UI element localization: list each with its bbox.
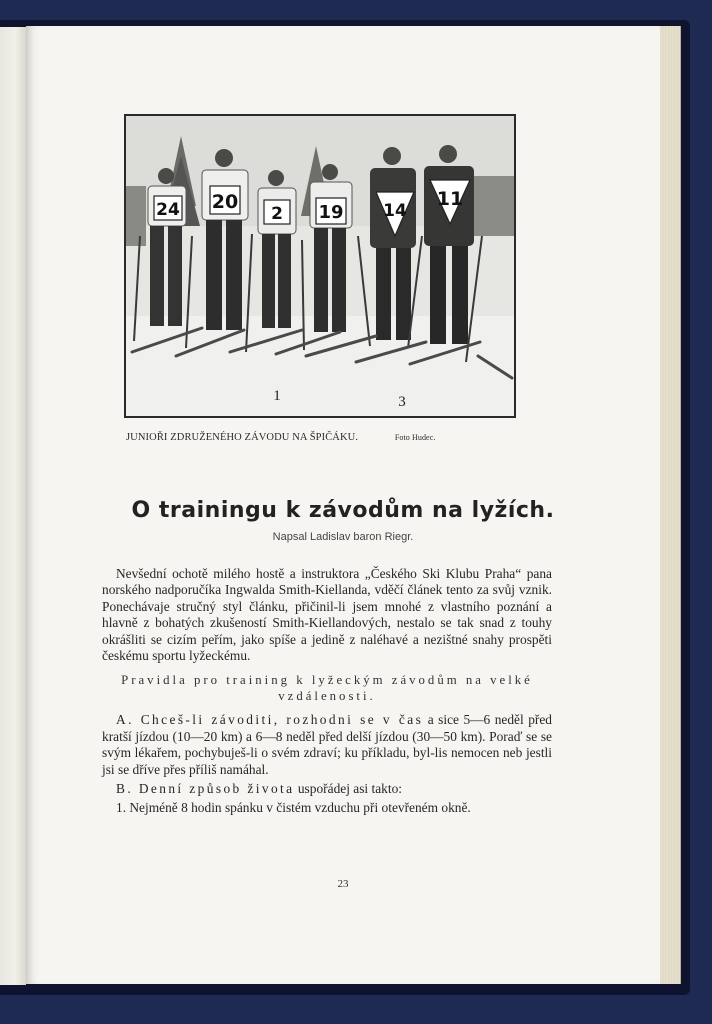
section-subhead: Pravidla pro training k lyžeckým závodům na velké vzdálenosti. [121,673,533,704]
paragraph-b [102,781,552,797]
article-title: O trainingu k závodům na lyžích. [131,498,555,523]
skiers-photo-illustration [126,116,514,416]
photo-credit: Foto Hudec. [394,433,436,442]
page-number: 23 [337,878,349,890]
intro-paragraph: Nevšední ochotě milého hostě a instruktora „Českého Ski Klubu Praha“ pana norského nadporučíka Ingwalda Smith-Kiellanda, vděčí článek tento za svůj vznik. Ponechávaje stručný styl článku, přičinil-li jsem mnohé z vlastního poznání a hlavně z bohatých zkušeností Smith-Kiellandových, nestalo se tak snad z touhy okrášliti se cizím peřím, jako spíše a jedině z naléhavé a nezištné snahy prospěti českému sportu lyžeckému. [102,566,552,664]
bib-number: 19 [318,202,344,223]
paragraph-a-lead: A. Chceš-li závoditi, rozhodni se v čas [116,712,424,728]
bib-number: 14 [383,201,407,221]
bib-number: 11 [436,188,464,210]
bib-number: 20 [211,191,239,213]
paragraph-1: 1. Nejméně 8 hodin spánku v čistém vzduchu při otevřeném okně. [116,800,471,816]
paragraph-b-text: uspořádej asi takto: [294,781,402,797]
article-body [102,566,552,817]
bib-number: 2 [271,204,283,224]
bib-number: 24 [156,200,180,220]
left-page-edge [0,27,26,985]
caption-text: JUNIOŘI ZDRUŽENÉHO ZÁVODU NA ŠPIČÁKU. [126,432,359,443]
photo-caption [126,432,526,443]
paragraph-a [102,712,552,778]
article-byline: Napsal Ladislav baron Riegr. [272,531,414,543]
paragraph-a-text: a sice 5—6 neděl před kratší jízdou (10—20 km) a 6—8 neděl před delší jízdou (30—50 km). Poraď se se svým lékařem, pochybuješ-li o svém zdraví; ku příkladu, byl-lis nemocen neb jestli jsi se dříve přes příliš namáhal. [102,712,553,777]
ground-mark: 1 [273,388,281,404]
ground-mark: 3 [398,394,406,410]
paragraph-b-lead: B. Denní způsob života [116,781,295,797]
skiers-photo [124,114,516,418]
book-page [26,26,660,984]
